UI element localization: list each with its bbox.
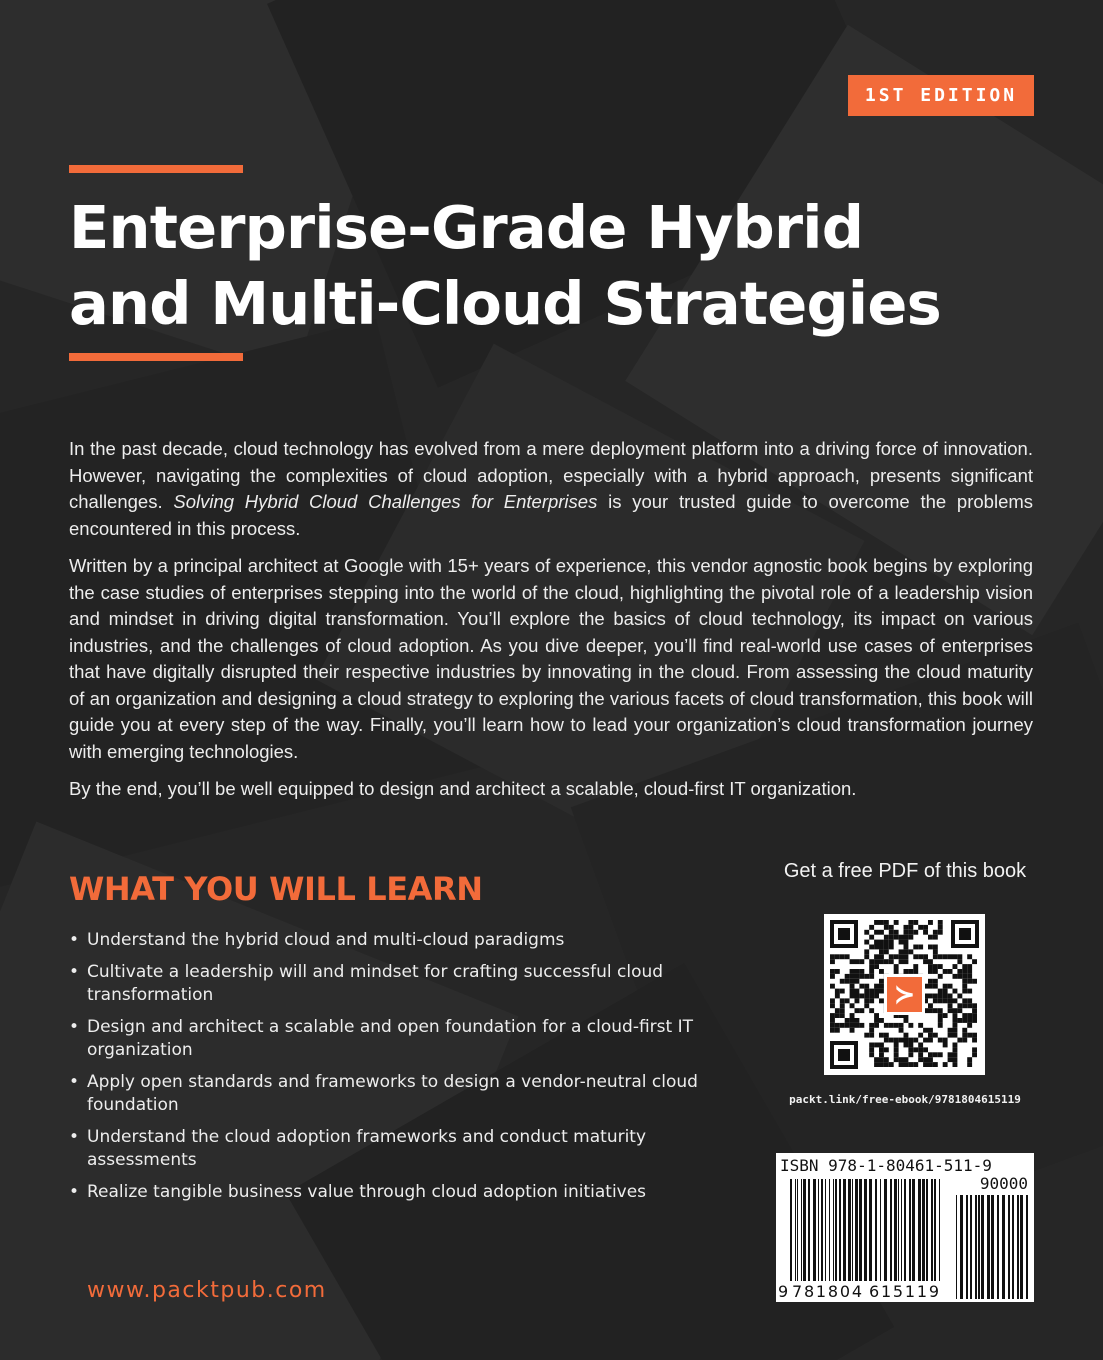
bullet-icon: •: [69, 930, 80, 950]
barcode-bar: [790, 1179, 792, 1281]
book-title: [69, 190, 1029, 342]
book-title-line-1: Enterprise-Grade Hybrid: [69, 193, 864, 262]
free-pdf-label: Get a free PDF of this book: [783, 860, 1027, 882]
barcode-bar: [855, 1179, 858, 1281]
bullet-icon: •: [69, 1071, 80, 1092]
barcode-bar: [926, 1179, 928, 1281]
learn-item-text: Realize tangible business value through cloud adoption initiatives: [87, 1181, 647, 1202]
barcode-bar: [884, 1179, 887, 1281]
barcode-bar: [1020, 1195, 1023, 1299]
learn-list: [69, 929, 709, 1212]
barcode-bar: [1008, 1195, 1010, 1299]
learn-item: [69, 1071, 709, 1118]
isbn-text: ISBN 978-1-80461-511-9: [780, 1156, 992, 1175]
bullet-icon: •: [69, 1181, 80, 1202]
barcode-bar: [931, 1179, 933, 1281]
barcode-bar: [869, 1179, 872, 1281]
barcode-bar: [833, 1179, 834, 1281]
bullet-icon: •: [69, 1016, 80, 1037]
barcode-bar: [987, 1195, 990, 1299]
barcode-bar: [922, 1179, 925, 1281]
learn-item: [69, 1181, 709, 1205]
barcode-bar: [901, 1179, 902, 1281]
barcode-bar: [978, 1195, 980, 1299]
barcode-bar: [912, 1179, 915, 1281]
learn-item: [69, 1126, 709, 1173]
main-barcode-bars: [790, 1179, 940, 1281]
learn-item-text: Design and architect a scalable and open foundation for a cloud-first IT organization: [87, 1016, 693, 1060]
free-ebook-link[interactable]: packt.link/free-ebook/9781804615119: [789, 1093, 1021, 1106]
learn-item-text: Cultivate a leadership will and mindset for crafting successful cloud transformation: [87, 961, 664, 1005]
addon-barcode-bars: [956, 1195, 1028, 1299]
barcode-digits-group-2: 615119: [869, 1282, 939, 1301]
description-paragraph-2: Written by a principal architect at Google with 15+ years of experience, this vendor agnostic book begins by exploring the case studies of enterprises stepping into the world of the cloud, highlighting the pivotal role of a leadership vision and mindset in driving digital transformation. You’ll explore the basics of cloud technology, its impact on various industries, and the challenges of cloud adoption. As you dive deeper, you’ll find real-world use cases of enterprises that have digitally disrupted their respective industries by innovating in the cloud. From assessing the cloud maturity of an organization and designing a cloud strategy to exploring the various facets of cloud transformation, this book will guide you at every step of the way. Finally, you’ll learn how to lead your organization’s cloud transformation journey with emerging technologies.: [69, 555, 1033, 762]
bullet-icon: •: [69, 961, 80, 982]
title-rule-top: [69, 165, 243, 173]
barcode-graphic: [776, 1153, 1034, 1302]
learn-item: [69, 929, 709, 953]
barcode-bar: [1012, 1195, 1014, 1299]
barcode-bar: [975, 1195, 977, 1299]
description-p1-start: In the past decade, cloud technology has evolved from a mere deployment platform into a driving force of innovation. However, navigating the complexities of cloud adoption, especially with a hybrid approach, presents significant challenges.: [69, 438, 1033, 512]
barcode-bar: [818, 1179, 819, 1281]
book-title-line-2: and Multi-Cloud Strategies: [69, 269, 941, 338]
barcode-bar: [835, 1179, 837, 1281]
barcode-bar: [821, 1179, 823, 1281]
barcode-bar: [939, 1179, 940, 1281]
barcode-bar: [898, 1179, 899, 1281]
barcode-bar: [890, 1179, 892, 1281]
barcode-bar: [852, 1179, 853, 1281]
barcode-bar: [894, 1179, 897, 1281]
barcode-bar: [803, 1179, 806, 1281]
description-paragraph-1: [69, 436, 1033, 542]
isbn-barcode: [776, 1153, 1034, 1302]
barcode-bar: [966, 1195, 968, 1299]
barcode-bar: [813, 1179, 816, 1281]
barcode-digit-first: 9: [778, 1282, 789, 1301]
barcode-bar: [970, 1195, 972, 1299]
learn-item-text: Understand the cloud adoption frameworks and conduct maturity assessments: [87, 1126, 647, 1170]
bullet-icon: •: [69, 1126, 80, 1147]
barcode-bar: [909, 1179, 911, 1281]
barcode-bar: [848, 1179, 851, 1281]
barcode-bar: [1026, 1195, 1028, 1299]
barcode-bar: [1002, 1195, 1005, 1299]
barcode-bar: [981, 1195, 984, 1299]
barcode-bar: [801, 1179, 802, 1281]
barcode-bar: [825, 1179, 826, 1281]
book-description: [69, 436, 1033, 814]
barcode-bar: [829, 1179, 830, 1281]
barcode-bar: [797, 1179, 798, 1281]
barcode-bar: [934, 1179, 936, 1281]
learn-item-text: Apply open standards and frameworks to design a vendor-neutral cloud foundation: [87, 1071, 698, 1115]
edition-badge: 1ST EDITION: [848, 75, 1034, 116]
barcode-bar: [839, 1179, 841, 1281]
barcode-bar: [864, 1179, 867, 1281]
barcode-bar: [991, 1195, 994, 1299]
barcode-bar: [997, 1195, 999, 1299]
barcode-digits-group-1: 781804: [792, 1282, 862, 1301]
barcode-bar: [875, 1179, 877, 1281]
barcode-bar: [918, 1179, 921, 1281]
barcode-bar: [808, 1179, 810, 1281]
learn-item-text: Understand the hybrid cloud and multi-cloud paradigms: [87, 930, 565, 950]
website-link[interactable]: www.packtpub.com: [87, 1278, 327, 1303]
price-code-text: 90000: [979, 1174, 1028, 1193]
barcode-bar: [880, 1179, 881, 1281]
description-p1-end: is your trusted guide to overcome the problems encountered in this process.: [69, 491, 1034, 539]
qr-code-graphic: [824, 914, 985, 1075]
barcode-bar: [843, 1179, 846, 1281]
barcode-bar: [859, 1179, 862, 1281]
barcode-bar: [1017, 1195, 1019, 1299]
qr-code[interactable]: [824, 914, 985, 1075]
barcode-bar: [795, 1179, 796, 1281]
description-book-reference: Solving Hybrid Cloud Challenges for Enterprises: [173, 491, 598, 512]
barcode-bar: [956, 1195, 957, 1299]
title-rule-bottom: [69, 353, 243, 361]
barcode-bar: [904, 1179, 906, 1281]
barcode-bar: [960, 1195, 963, 1299]
description-paragraph-3: By the end, you’ll be well equipped to design and architect a scalable, cloud-first IT organization.: [69, 778, 857, 799]
learn-item: [69, 961, 709, 1008]
learn-heading: WHAT YOU WILL LEARN: [69, 870, 483, 908]
qr-logo-glyph: ≻: [893, 980, 916, 1010]
learn-item: [69, 1016, 709, 1063]
